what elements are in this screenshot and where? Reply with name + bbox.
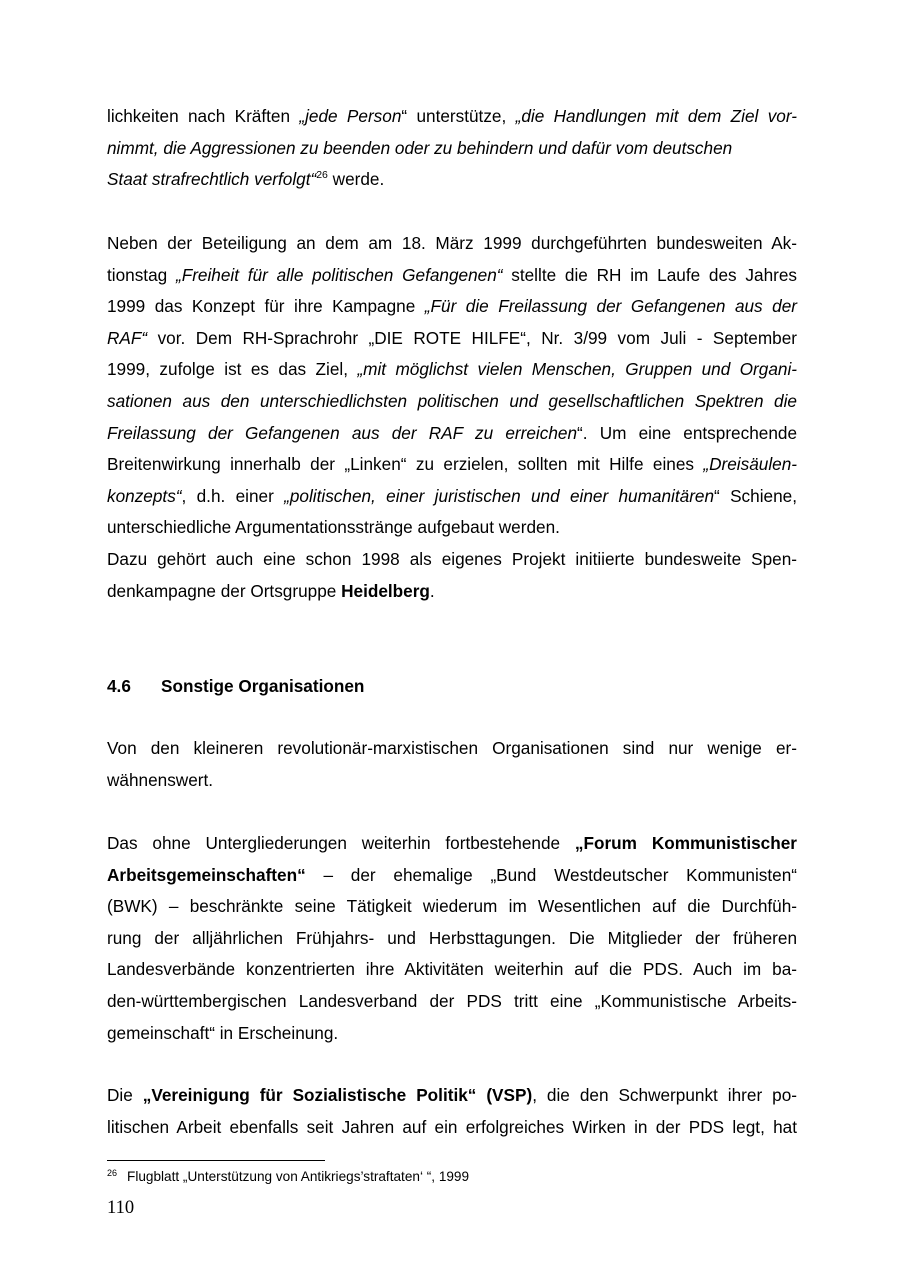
text-line: RAF“ vor. Dem RH-Sprachrohr „DIE ROTE HILFE“, Nr. 3/99 vom Juli - September [107,327,797,348]
text-line: Dazu gehört auch eine schon 1998 als eigenes Projekt initiierte bundesweite Spen- [107,548,797,569]
text-line: 1999, zufolge ist es das Ziel, „mit möglichst vielen Menschen, Gruppen und Organi- [107,359,797,380]
section-heading [107,671,364,703]
page-number: 110 [107,1198,135,1218]
paragraph-3 [107,733,797,796]
text-line: tionstag „Freiheit für alle politischen Gefangenen“ stellte die RH im Laufe des Jahres [107,264,797,285]
footnote-separator [107,1160,325,1161]
text-line: nimmt, die Aggressionen zu beenden oder zu behindern und dafür vom deutschen [107,137,733,158]
footnote [107,1168,469,1186]
text-line: Breitenwirkung innerhalb der „Linken“ zu erzielen, sollten mit Hilfe eines „Dreisäulen- [107,454,797,475]
text-line: Landesverbände konzentrierten ihre Aktivitäten weiterhin auf die PDS. Auch im ba- [107,959,797,980]
text-line: Neben der Beteiligung an dem am 18. März 1999 durchgeführten bundesweiten Ak- [107,233,797,253]
text-line: Das ohne Untergliederungen weiterhin fortbestehende „Forum Kommunistischer [107,833,797,853]
text-line: Arbeitsgemeinschaften“ – der ehemalige „Bund Westdeutscher Kommunisten“ [107,864,797,885]
text-line: Staat strafrechtlich verfolgt“$^{26}$ werde. [107,169,385,190]
text-line: Von den kleineren revolutionär-marxistischen Organisationen sind nur wenige er- [107,738,797,758]
text-line: rung der alljährlichen Frühjahrs- und Herbsttagungen. Die Mitglieder der früheren [107,927,797,948]
text-line: wähnenswert. [107,769,214,790]
footnote-number: 26 [107,1168,118,1178]
section-number: 4.6 [107,676,131,696]
text-line: gemeinschaft“ in Erscheinung. [107,1022,339,1043]
paragraph-2 [107,228,797,607]
text-line: denkampagne der Ortsgruppe Heidelberg. [107,580,435,601]
text-line: Freilassung der Gefangenen aus der RAF zu erreichen“. Um eine entsprechende [107,422,798,443]
text-line: unterschiedliche Argumentationsstränge aufgebaut werden. [107,517,560,538]
text-line: (BWK) – beschränkte seine Tätigkeit wiederum im Wesentlichen auf die Durchfüh- [107,896,797,917]
text-line: lichkeiten nach Kräften „jede Person“ unterstütze, „die Handlungen mit dem Ziel vor- [107,106,797,126]
section-title: Sonstige Organisationen [161,676,365,696]
text-line: konzepts“, d.h. einer „politischen, einer juristischen und einer humanitären“ Schiene, [107,485,797,506]
text-line: litischen Arbeit ebenfalls seit Jahren auf ein erfolgreiches Wirken in der PDS legt, hat [107,1116,797,1137]
text-line: 1999 das Konzept für ihre Kampagne „Für die Freilassung der Gefangenen aus der [107,296,797,317]
paragraph-4 [107,828,797,1049]
text-line: sationen aus den unterschiedlichsten politischen und gesellschaftlichen Spektren die [107,390,797,411]
paragraph-5 [107,1080,797,1143]
text-line: den-württembergischen Landesverband der PDS tritt eine „Kommunistische Arbeits- [107,990,797,1011]
paragraph-1 [107,101,797,196]
footnote-reference[interactable]: 26 [316,169,328,182]
text-line: Die „Vereinigung für Sozialistische Politik“ (VSP), die den Schwerpunkt ihrer po- [107,1085,797,1105]
footnote-text: Flugblatt „Unterstützung von Antikriegs’straftaten‘ “, 1999 [127,1169,470,1184]
